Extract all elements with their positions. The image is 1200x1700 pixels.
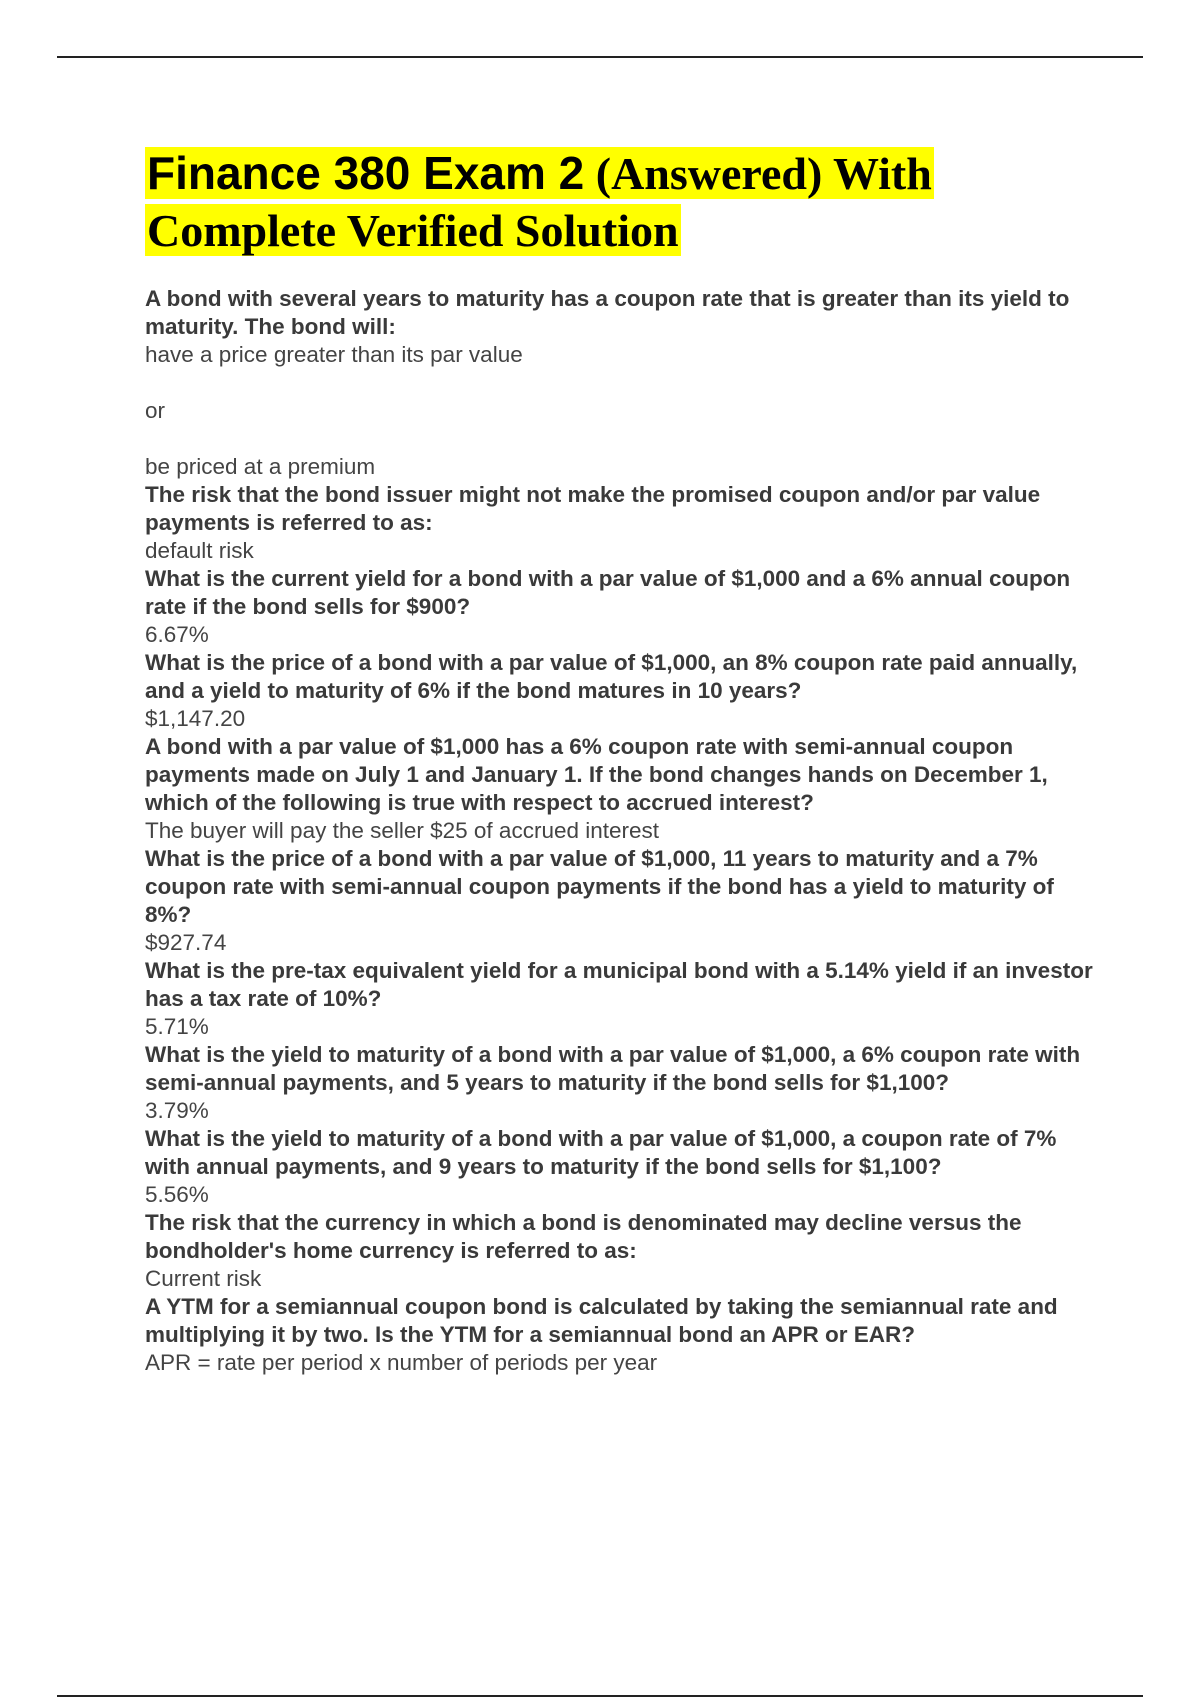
answer-6: $927.74: [145, 930, 227, 955]
question-2: The risk that the bond issuer might not make the promised coupon and/or par value payments is referred to as:: [145, 482, 1041, 535]
question-1: A bond with several years to maturity has a coupon rate that is greater than its yield to maturity. The bond will:: [145, 286, 1070, 339]
answer-1: have a price greater than its par value or be priced at a premium: [145, 342, 523, 479]
question-8: What is the yield to maturity of a bond with a par value of $1,000, a 6% coupon rate with semi-annual payments, and 5 years to maturity if the bond sells for $1,100?: [145, 1042, 1081, 1095]
question-4: What is the price of a bond with a par value of $1,000, an 8% coupon rate paid annually, and a yield to maturity of 6% if the bond matures in 10 years?: [145, 650, 1078, 703]
answer-2: default risk: [145, 538, 254, 563]
question-5: A bond with a par value of $1,000 has a 6% coupon rate with semi-annual coupon payments made on July 1 and January 1. If the bond changes hands on December 1, which of the following is true with respect to accrued interest?: [145, 734, 1048, 815]
top-rule: [57, 56, 1143, 58]
answer-11: APR = rate per period x number of periods per year: [145, 1350, 658, 1375]
answer-5: The buyer will pay the seller $25 of accrued interest: [145, 818, 660, 843]
question-10: The risk that the currency in which a bond is denominated may decline versus the bondholder's home currency is referred to as:: [145, 1210, 1022, 1263]
document-title: [145, 145, 1125, 259]
title-part-1: Finance 380 Exam 2: [147, 147, 585, 199]
bottom-rule: [57, 1695, 1143, 1697]
answer-7: 5.71%: [145, 1014, 209, 1039]
title-part-2: (Answered) With Complete Verified Solution: [147, 148, 932, 256]
question-6: What is the price of a bond with a par value of $1,000, 11 years to maturity and a 7% coupon rate with semi-annual coupon payments if the bond has a yield to maturity of 8%?: [145, 846, 1054, 927]
question-9: What is the yield to maturity of a bond with a par value of $1,000, a coupon rate of 7% with annual payments, and 9 years to maturity if the bond sells for $1,100?: [145, 1126, 1057, 1179]
answer-10: Current risk: [145, 1266, 262, 1291]
question-7: What is the pre-tax equivalent yield for a municipal bond with a 5.14% yield if an investor has a tax rate of 10%?: [145, 958, 1093, 1011]
answer-9: 5.56%: [145, 1182, 209, 1207]
answer-4: $1,147.20: [145, 706, 246, 731]
qa-list: [145, 285, 1095, 1377]
answer-8: 3.79%: [145, 1098, 209, 1123]
question-3: What is the current yield for a bond with a par value of $1,000 and a 6% annual coupon rate if the bond sells for $900?: [145, 566, 1071, 619]
question-11: A YTM for a semiannual coupon bond is calculated by taking the semiannual rate and multiplying it by two. Is the YTM for a semiannual bond an APR or EAR?: [145, 1294, 1058, 1347]
answer-3: 6.67%: [145, 622, 209, 647]
